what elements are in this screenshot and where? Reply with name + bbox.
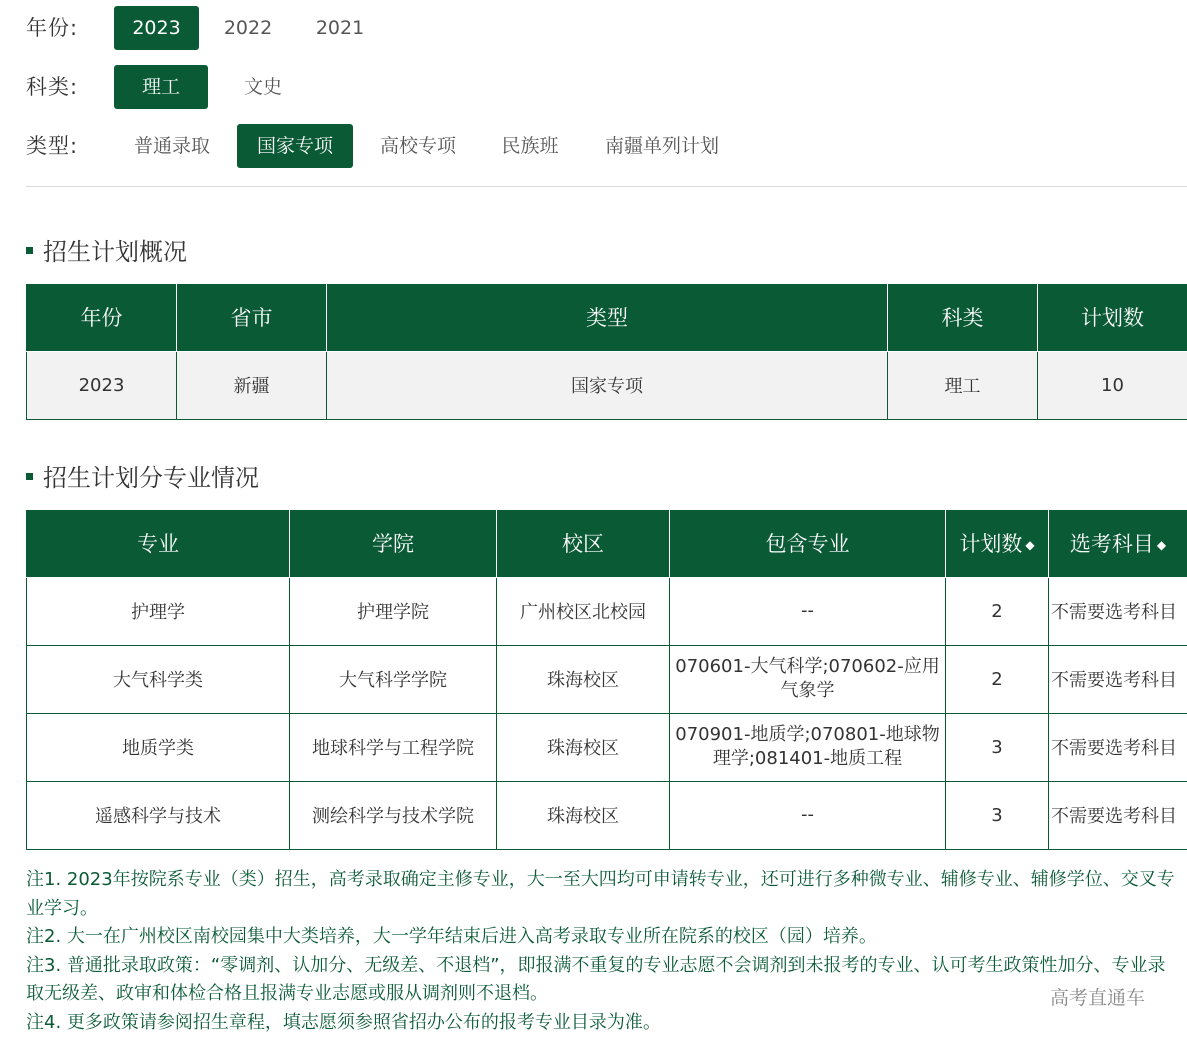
included-majors-cell: -- (670, 781, 946, 849)
overview-table (26, 284, 1187, 420)
type-option-south-xinjiang[interactable]: 南疆单列计划 (594, 124, 730, 168)
majors-header-campus: 校区 (497, 510, 670, 577)
note-3: 注3. 普通批录取政策：“零调剂、认加分、无级差、不退档”，即报满不重复的专业志愿不会调剂到未报考的专业、认可考生政策性加分、专业录取无级差、政审和体检合格且报满专业志愿或服从调剂则不退档。 (26, 952, 1176, 1009)
overview-cell-plan-count: 10 (1038, 351, 1187, 419)
major-cell: 护理学 (27, 577, 290, 645)
type-option-ethnic-class[interactable]: 民族班 (490, 124, 570, 168)
campus-cell: 珠海校区 (497, 645, 670, 713)
subjects-cell: 不需要选考科目 (1049, 781, 1187, 849)
plan-count-cell: 2 (946, 577, 1049, 645)
majors-header-subjects-sortable[interactable]: 选考科目 ◆ (1049, 510, 1187, 577)
note-2: 注2. 大一在广州校区南校园集中大类培养，大一学年结束后进入高考录取专业所在院系的校区（园）培养。 (26, 923, 1176, 952)
overview-cell-province: 新疆 (177, 351, 327, 419)
majors-header-major: 专业 (27, 510, 290, 577)
overview-header-province: 省市 (177, 284, 327, 351)
table-row (27, 645, 1187, 713)
included-majors-cell: 070901-地质学;070801-地球物理学;081401-地质工程 (670, 713, 946, 781)
overview-header-plan-count: 计划数 (1038, 284, 1187, 351)
subjects-cell: 不需要选考科目 (1049, 713, 1187, 781)
overview-header-year: 年份 (27, 284, 177, 351)
majors-table (26, 510, 1187, 850)
included-majors-cell: 070601-大气科学;070602-应用气象学 (670, 645, 946, 713)
watermark-text: 高考直通车 (1050, 983, 1145, 1010)
year-option-2021[interactable]: 2021 (304, 6, 376, 50)
overview-header-category: 科类 (888, 284, 1038, 351)
subjects-cell: 不需要选考科目 (1049, 577, 1187, 645)
overview-cell-year: 2023 (27, 351, 177, 419)
plan-count-cell: 3 (946, 713, 1049, 781)
majors-section-title: 招生计划分专业情况 (26, 458, 259, 493)
category-option-science[interactable]: 理工 (114, 65, 208, 109)
major-cell: 大气科学类 (27, 645, 290, 713)
table-row (27, 781, 1187, 849)
major-cell: 遥感科学与技术 (27, 781, 290, 849)
majors-header-plan-count-sortable[interactable]: 计划数 ◆ (946, 510, 1049, 577)
included-majors-cell: -- (670, 577, 946, 645)
year-option-2022[interactable]: 2022 (212, 6, 284, 50)
year-option-2023[interactable]: 2023 (114, 6, 199, 50)
year-filter-label: 年份: (26, 12, 78, 42)
section-bullet-icon (26, 247, 33, 254)
campus-cell: 广州校区北校园 (497, 577, 670, 645)
section-bullet-icon (26, 473, 33, 480)
overview-cell-type: 国家专项 (327, 351, 888, 419)
overview-section-title: 招生计划概况 (26, 232, 187, 267)
college-cell: 大气科学学院 (290, 645, 497, 713)
sort-icon[interactable]: ◆ (1025, 538, 1034, 552)
overview-cell-category: 理工 (888, 351, 1038, 419)
plan-count-cell: 3 (946, 781, 1049, 849)
sort-icon[interactable]: ◆ (1157, 538, 1166, 552)
notes-block (26, 866, 1176, 1037)
type-option-university-special[interactable]: 高校专项 (368, 124, 468, 168)
subjects-cell: 不需要选考科目 (1049, 645, 1187, 713)
category-filter-label: 科类: (26, 71, 78, 101)
college-cell: 地球科学与工程学院 (290, 713, 497, 781)
plan-count-cell: 2 (946, 645, 1049, 713)
major-cell: 地质学类 (27, 713, 290, 781)
category-option-liberal-arts[interactable]: 文史 (228, 65, 298, 109)
note-1: 注1. 2023年按院系专业（类）招生，高考录取确定主修专业，大一至大四均可申请转专业，还可进行多种微专业、辅修专业、辅修学位、交叉专业学习。 (26, 866, 1176, 923)
type-option-regular[interactable]: 普通录取 (122, 124, 222, 168)
type-option-national-special[interactable]: 国家专项 (237, 124, 353, 168)
majors-header-included-majors: 包含专业 (670, 510, 946, 577)
college-cell: 护理学院 (290, 577, 497, 645)
campus-cell: 珠海校区 (497, 781, 670, 849)
majors-header-college: 学院 (290, 510, 497, 577)
filter-divider (26, 186, 1187, 187)
table-row (27, 351, 1187, 419)
table-row (27, 577, 1187, 645)
table-row (27, 713, 1187, 781)
campus-cell: 珠海校区 (497, 713, 670, 781)
type-filter-label: 类型: (26, 130, 78, 160)
overview-header-type: 类型 (327, 284, 888, 351)
note-4: 注4. 更多政策请参阅招生章程，填志愿须参照省招办公布的报考专业目录为准。 (26, 1009, 1176, 1037)
college-cell: 测绘科学与技术学院 (290, 781, 497, 849)
